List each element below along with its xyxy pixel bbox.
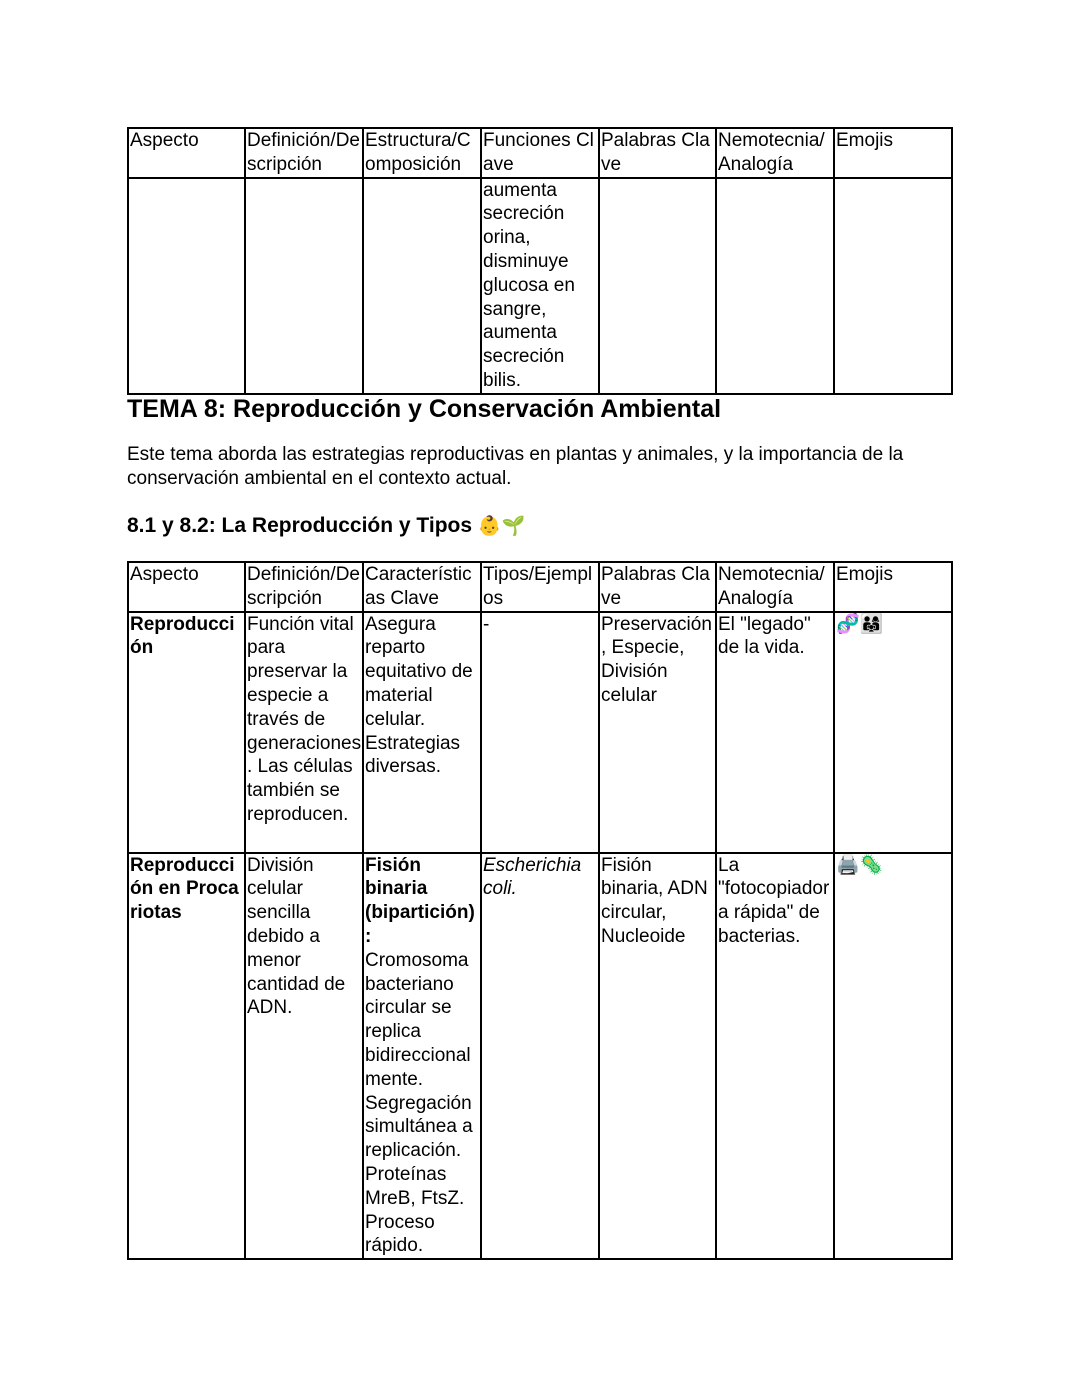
definition-cell: División celular sencilla debido a menor cantidad de ADN. xyxy=(245,853,363,1260)
subsection-title xyxy=(127,512,525,540)
table-row xyxy=(128,612,952,853)
keywords-cell: Preservación , Especie, División celular xyxy=(599,612,716,853)
table-header-row xyxy=(128,562,952,612)
header-cell: Definición/Descripción xyxy=(245,562,363,612)
table-header-row xyxy=(128,128,952,178)
dna-family-icon: 🧬👨‍👩‍👧 xyxy=(836,612,884,635)
table-cell xyxy=(599,178,716,394)
characteristics-cell: Asegura reparto equitativo de material celular. Estrategias diversas. xyxy=(363,612,481,853)
table-cell xyxy=(245,178,363,394)
header-cell: Palabras Clave xyxy=(599,128,716,178)
table-cell xyxy=(834,178,952,394)
header-cell: Emojis xyxy=(834,562,952,612)
header-cell: Tipos/Ejempl os xyxy=(481,562,599,612)
subsection-title-text: 8.1 y 8.2: La Reproducción y Tipos xyxy=(127,514,473,537)
header-cell: Aspecto xyxy=(128,128,245,178)
header-cell: Nemotecnia/ Analogía xyxy=(716,562,834,612)
reproduction-table xyxy=(127,561,953,1260)
header-cell: Emojis xyxy=(834,128,952,178)
table-cell xyxy=(716,178,834,394)
table-cell xyxy=(363,178,481,394)
header-cell: Definición/Descripción xyxy=(245,128,363,178)
header-cell: Estructura/Composición xyxy=(363,128,481,178)
definition-cell: Función vital para preservar la especie a través de generaciones. Las células también se reproducen. xyxy=(245,612,363,853)
header-cell: Aspecto xyxy=(128,562,245,612)
mnemonic-cell: La "fotocopiadora rápida" de bacterias. xyxy=(716,853,834,1260)
mnemonic-cell: El "legado" de la vida. xyxy=(716,612,834,853)
header-cell: Funciones Clave xyxy=(481,128,599,178)
table-row xyxy=(128,853,952,1260)
aspect-cell: Reproducción en Procariotas xyxy=(128,853,245,1260)
types-cell: Escherichia coli. xyxy=(481,853,599,1260)
keywords-cell: Fisión binaria, ADN circular, Nucleoide xyxy=(599,853,716,1260)
printer-microbe-icon: 🖨️🦠 xyxy=(836,853,884,876)
baby-sprout-icon: 👶🌱 xyxy=(477,515,526,537)
types-cell: - xyxy=(481,612,599,853)
table-row xyxy=(128,178,952,394)
table-cell xyxy=(128,178,245,394)
aspect-cell: Reproducción xyxy=(128,612,245,853)
characteristics-cell: Fisión binaria (bipartición) : Cromosoma bacteriano circular se replica bidireccionalmente. Segregación simultánea a replicación. Proteínas MreB, FtsZ. Proceso rápido. xyxy=(363,853,481,1260)
header-cell: Característic as Clave xyxy=(363,562,481,612)
section-title: TEMA 8: Reproducción y Conservación Ambiental xyxy=(127,395,722,423)
header-cell: Nemotecnia/ Analogía xyxy=(716,128,834,178)
header-cell: Palabras Clave xyxy=(599,562,716,612)
table-cell: aumenta secreción orina, disminuye glucosa en sangre, aumenta secreción bilis. xyxy=(481,178,599,394)
emoji-cell xyxy=(834,853,952,1260)
emoji-cell xyxy=(834,612,952,853)
section-intro: Este tema aborda las estrategias reproductivas en plantas y animales, y la importancia de la conservación ambiental en el contexto actual. xyxy=(127,444,904,489)
table-continued xyxy=(127,127,953,395)
